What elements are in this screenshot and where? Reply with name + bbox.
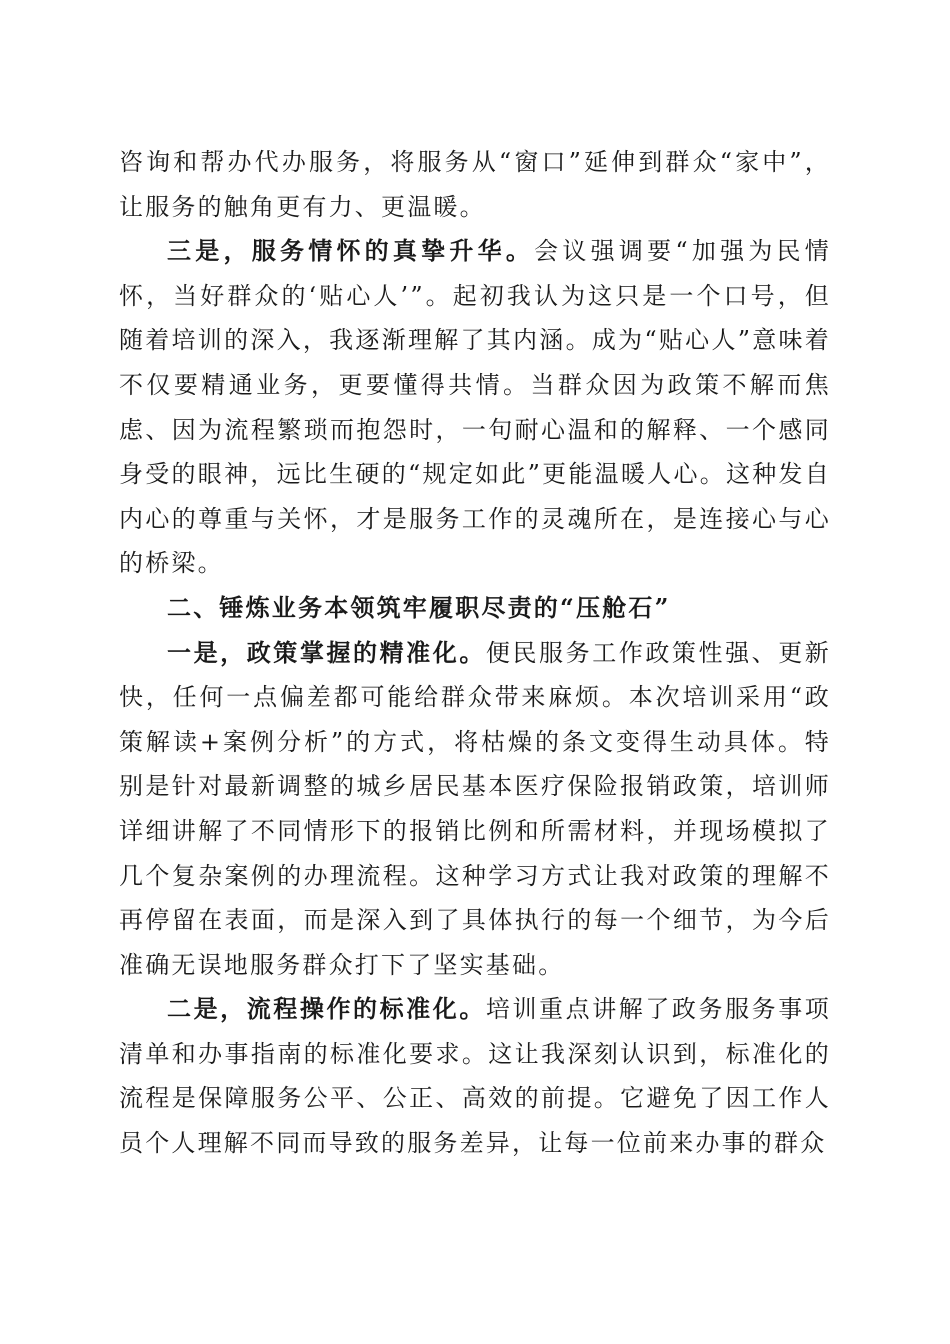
paragraph-lead: 一是，政策掌握的精准化。 <box>167 637 486 667</box>
section-heading: 二、锤炼业务本领筑牢履职尽责的“压舱石” <box>167 592 671 622</box>
paragraph-continuation <box>119 140 831 229</box>
paragraph-policy-precision <box>119 631 831 988</box>
paragraph-text: 培训重点讲解了政务服务事项清单和办事指南的标准化要求。这让我深刻认识到，标准化的流程是保障服务公平、公正、高效的前提。它避免了因工作人员个人理解不同而导致的服务差异，让每一位前来办事的群众 <box>119 995 831 1158</box>
document-body <box>119 140 831 1166</box>
paragraph-text: 便民服务工作政策性强、更新快，任何一点偏差都可能给群众带来麻烦。本次培训采用“政策解读+案例分析”的方式，将枯燥的条文变得生动具体。特别是针对最新调整的城乡居民基本医疗保险报销政策，培训师详细讲解了不同情形下的报销比例和所需材料，并现场模拟了几个复杂案例的办理流程。这种学习方式让我对政策的理解不再停留在表面，而是深入到了具体执行的每一个细节，为今后准确无误地服务群众打下了坚实基础。 <box>119 638 831 979</box>
paragraph-lead: 三是，服务情怀的真挚升华。 <box>167 236 535 266</box>
paragraph-service-sentiment <box>119 229 831 586</box>
paragraph-process-standardization <box>119 987 831 1165</box>
paragraph-lead: 二是，流程操作的标准化。 <box>167 994 486 1024</box>
paragraph-text: 咨询和帮办代办服务，将服务从“窗口”延伸到群众“家中”，让服务的触角更有力、更温暖。 <box>119 148 831 221</box>
paragraph-text: 会议强调要“加强为民情怀，当好群众的‘贴心人’”。起初我认为这只是一个口号，但随着培训的深入，我逐渐理解了其内涵。成为“贴心人”意味着不仅要精通业务，更要懂得共情。当群众因为政策不解而焦虑、因为流程繁琐而抱怨时，一句耐心温和的解释、一个感同身受的眼神，远比生硬的“规定如此”更能温暖人心。这种发自内心的尊重与关怀，才是服务工作的灵魂所在，是连接心与心的桥梁。 <box>119 237 831 578</box>
